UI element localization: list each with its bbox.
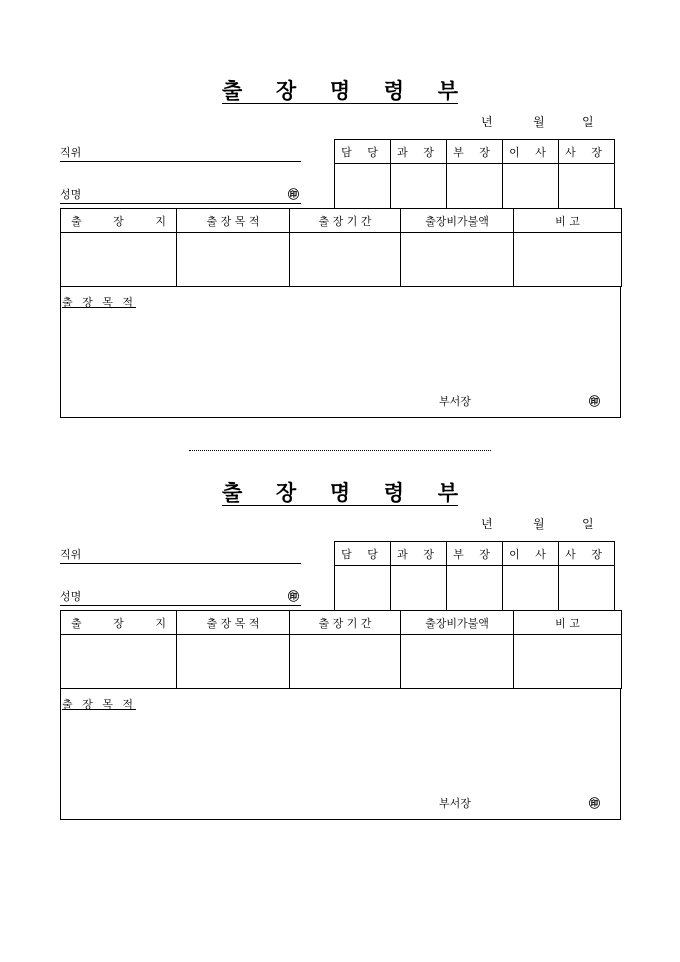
purpose-box[interactable]	[60, 688, 621, 820]
header-char: 지	[155, 214, 166, 228]
approval-header: 사 장	[559, 140, 615, 164]
dept-head-seal: ㊞	[589, 797, 600, 810]
approval-sign-cell[interactable]	[335, 164, 391, 209]
position-label: 직위	[60, 146, 82, 159]
destination-header	[61, 213, 176, 229]
title-char: 명	[329, 78, 351, 103]
trip-details-table	[60, 610, 622, 689]
dept-head-seal: ㊞	[589, 395, 600, 408]
approval-sign-cell[interactable]	[447, 164, 503, 209]
title-char: 부	[437, 480, 458, 505]
date-day-label: 일	[582, 115, 594, 129]
name-label: 성명	[60, 188, 82, 201]
header-char: 출	[71, 214, 82, 228]
approval-sign-cell[interactable]	[559, 164, 615, 209]
approval-header: 부 장	[447, 542, 503, 566]
name-field[interactable]	[60, 186, 301, 204]
approval-sign-cell[interactable]	[503, 566, 559, 611]
approval-sign-cell[interactable]	[335, 566, 391, 611]
title-char: 장	[275, 480, 297, 505]
approval-header: 과 장	[391, 140, 447, 164]
column-header	[61, 611, 177, 635]
form-title	[222, 480, 458, 506]
approval-sign-cell[interactable]	[559, 566, 615, 611]
destination-header	[61, 615, 176, 631]
approval-sign-cell[interactable]	[447, 566, 503, 611]
trip-details-table	[60, 208, 622, 287]
purpose-label: 출 장 목 적	[62, 698, 136, 711]
column-header: 출 장 목 적	[177, 611, 290, 635]
title-char: 령	[383, 78, 405, 103]
header-char: 장	[113, 214, 124, 228]
position-field[interactable]	[60, 546, 301, 564]
date-month-label: 월	[533, 115, 545, 129]
purpose-box[interactable]	[60, 286, 621, 418]
approval-header: 담 당	[335, 542, 391, 566]
column-header	[61, 209, 177, 233]
date-day-label: 일	[582, 517, 594, 531]
column-header: 비 고	[514, 209, 622, 233]
approval-table	[334, 139, 615, 209]
form-title	[222, 78, 458, 104]
title-char: 명	[329, 480, 351, 505]
title-char: 장	[275, 78, 297, 103]
approval-header: 이 사	[503, 542, 559, 566]
approval-header: 사 장	[559, 542, 615, 566]
purpose-cell[interactable]	[177, 635, 290, 689]
column-header: 출장비가불액	[401, 611, 514, 635]
seal-mark: ㊞	[288, 590, 299, 603]
column-header: 출 장 기 간	[290, 611, 401, 635]
name-field[interactable]	[60, 588, 301, 606]
remarks-cell[interactable]	[514, 635, 622, 689]
purpose-cell[interactable]	[177, 233, 290, 287]
approval-table	[334, 541, 615, 611]
title-char: 령	[383, 480, 405, 505]
position-field[interactable]	[60, 144, 301, 162]
position-label: 직위	[60, 548, 82, 561]
name-label: 성명	[60, 590, 82, 603]
header-char: 지	[155, 616, 166, 630]
header-char: 장	[113, 616, 124, 630]
date-year-label: 년	[481, 517, 493, 531]
cut-line-divider	[189, 450, 491, 451]
seal-mark: ㊞	[288, 188, 299, 201]
column-header: 출장비가불액	[401, 209, 514, 233]
advance-amount-cell[interactable]	[401, 635, 514, 689]
purpose-label: 출 장 목 적	[62, 296, 136, 309]
header-char: 출	[71, 616, 82, 630]
title-char: 출	[222, 480, 243, 505]
title-char: 출	[222, 78, 243, 103]
dept-head-label: 부서장	[439, 797, 471, 810]
column-header: 출 장 목 적	[177, 209, 290, 233]
approval-sign-cell[interactable]	[503, 164, 559, 209]
title-char: 부	[437, 78, 458, 103]
remarks-cell[interactable]	[514, 233, 622, 287]
approval-header: 부 장	[447, 140, 503, 164]
approval-header: 담 당	[335, 140, 391, 164]
period-cell[interactable]	[290, 233, 401, 287]
approval-header: 과 장	[391, 542, 447, 566]
destination-cell[interactable]	[61, 233, 177, 287]
column-header: 출 장 기 간	[290, 209, 401, 233]
date-month-label: 월	[533, 517, 545, 531]
period-cell[interactable]	[290, 635, 401, 689]
column-header: 비 고	[514, 611, 622, 635]
destination-cell[interactable]	[61, 635, 177, 689]
approval-header: 이 사	[503, 140, 559, 164]
date-year-label: 년	[481, 115, 493, 129]
advance-amount-cell[interactable]	[401, 233, 514, 287]
dept-head-label: 부서장	[439, 395, 471, 408]
approval-sign-cell[interactable]	[391, 566, 447, 611]
approval-sign-cell[interactable]	[391, 164, 447, 209]
